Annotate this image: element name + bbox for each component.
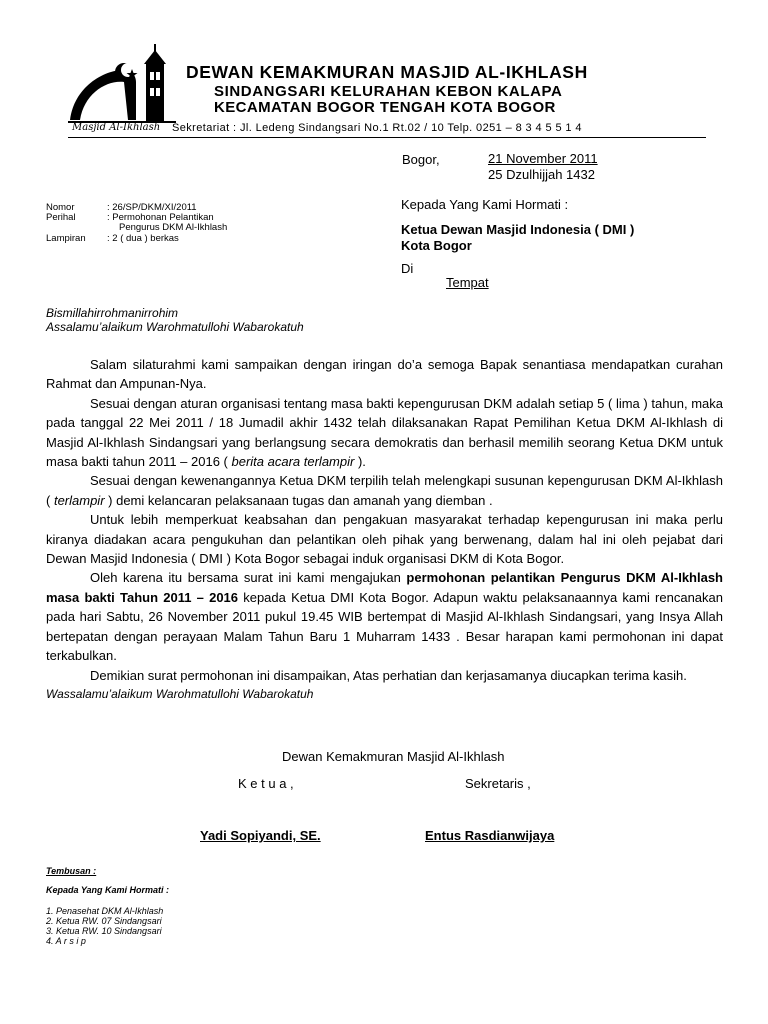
perihal-label: Perihal bbox=[46, 212, 76, 223]
paragraph-6: Demikian surat permohonan ini disampaikan, Atas perhatian dan kerjasamanya diucapkan terima kasih. bbox=[90, 667, 687, 683]
tembusan-title: Tembusan : bbox=[46, 866, 97, 876]
date-masehi: 21 November 2011 bbox=[488, 151, 598, 166]
ketua-name: Yadi Sopiyandi, SE. bbox=[200, 828, 321, 843]
paragraph-1: Salam silaturahmi kami sampaikan dengan iringan do’a semoga Bapak senantiasa mendapatkan curahan Rahmat dan Ampunan-Nya. bbox=[46, 357, 723, 392]
tembusan-greeting: Kepada Yang Kami Hormati : bbox=[46, 885, 170, 895]
recipient-tempat: Tempat bbox=[446, 275, 489, 290]
tembusan-item: 1. Penasehat DKM Al-Ikhlash bbox=[46, 906, 164, 916]
letterhead-divider bbox=[68, 137, 706, 138]
date-city: Bogor, bbox=[402, 152, 440, 167]
org-name: DEWAN KEMAKMURAN MASJID AL-IKHLASH bbox=[186, 62, 588, 82]
sekretaris-name: Entus Rasdianwijaya bbox=[425, 828, 555, 843]
lampiran-value: : 2 ( dua ) berkas bbox=[107, 233, 179, 244]
recipient-name: Ketua Dewan Masjid Indonesia ( DMI ) bbox=[401, 222, 635, 237]
nomor-value: : 26/SP/DKM/XI/2011 bbox=[107, 202, 197, 213]
org-address-line2: SINDANGSARI KELURAHAN KEBON KALAPA bbox=[214, 83, 563, 100]
date-hijri: 25 Dzulhijjah 1432 bbox=[488, 167, 595, 182]
recipient-greeting: Kepada Yang Kami Hormati : bbox=[401, 197, 569, 212]
paragraph-2: Sesuai dengan aturan organisasi tentang masa bakti kepengurusan DKM adalah setiap 5 ( lima ) tahun, maka pada tanggal 22 Mei 2011 / 18 Jumadil akhir 1432 telah dilaksanakan Rapat Pemilihan Ketua DKM Al-Ikhlash di Masjid Al-Ikhlash Sindangsari yang berlangsung secara demokratis dan berhasil memilih seorang Ketua DKM untuk masa bakti tahun 2011 – 2016 ( berita acara terlampir ). bbox=[46, 395, 723, 470]
org-address-line3: KECAMATAN BOGOR TENGAH KOTA BOGOR bbox=[214, 99, 556, 116]
paragraph-5: Oleh karena itu bersama surat ini kami mengajukan permohonan pelantikan Pengurus DKM Al-Ikhlash masa bakti Tahun 2011 – 2016 kepada Ketua DMI Kota Bogor. Adapun waktu pelaksanaannya kami rencanakan pada hari Sabtu, 26 November 2011 pukul 19.45 WIB bertempat di Masjid Al-Ikhlash Sindangsari, yang Insya Allah bertepatan dengan perayaan Malam Tahun Baru 1 Muharram 1433 . Besar harapan kami permohonan ini dapat terkabulkan. bbox=[46, 570, 724, 664]
sekretaris-title: Sekretaris , bbox=[465, 776, 531, 791]
perihal-value-2: Pengurus DKM Al-Ikhlash bbox=[119, 222, 228, 233]
nomor-label: Nomor bbox=[46, 202, 75, 213]
recipient-di: Di bbox=[401, 261, 414, 276]
secretariat-address: Sekretariat : Jl. Ledeng Sindangsari No.1 Rt.02 / 10 Telp. 0251 – 8 3 4 5 5 1 4 bbox=[172, 122, 582, 134]
tembusan-item: 3. Ketua RW. 10 Sindangsari bbox=[46, 926, 162, 936]
letter-body bbox=[46, 355, 723, 704]
signature-org: Dewan Kemakmuran Masjid Al-Ikhlash bbox=[282, 749, 505, 764]
logo-caption: Masjid Al-Ikhlash bbox=[72, 122, 161, 133]
recipient-city: Kota Bogor bbox=[401, 238, 472, 253]
lampiran-label: Lampiran bbox=[46, 233, 86, 244]
basmalah: Bismillahirrohmanirrohim bbox=[46, 306, 179, 320]
perihal-value: : Permohonan Pelantikan bbox=[107, 212, 214, 223]
tembusan-item: 4. A r s i p bbox=[46, 936, 86, 946]
paragraph-4: Untuk lebih memperkuat keabsahan dan pengakuan masyarakat terhadap kepengurusan ini maka perlu kiranya diadakan acara pengukuhan dan pelantikan oleh pihak yang berwenang, dalam hal ini oleh pejabat dari Dewan Masjid Indonesia ( DMI ) Kota Bogor sebagai induk organisasi DKM di Kota Bogor. bbox=[46, 512, 723, 567]
mosque-logo bbox=[66, 42, 184, 138]
ketua-title: K e t u a , bbox=[238, 776, 294, 791]
paragraph-3: Sesuai dengan kewenangannya Ketua DKM terpilih telah melengkapi susunan kepengurusan DKM Al-Ikhlash ( terlampir ) demi kelancaran pelaksanaan tugas dan amanah yang diemban . bbox=[46, 473, 723, 508]
opening-salam: Assalamu’alaikum Warohmatullohi Wabarokatuh bbox=[46, 320, 304, 334]
closing-salam: Wassalamu’alaikum Warohmatullohi Wabarokatuh bbox=[46, 686, 314, 701]
tembusan-item: 2. Ketua RW. 07 Sindangsari bbox=[46, 916, 162, 926]
